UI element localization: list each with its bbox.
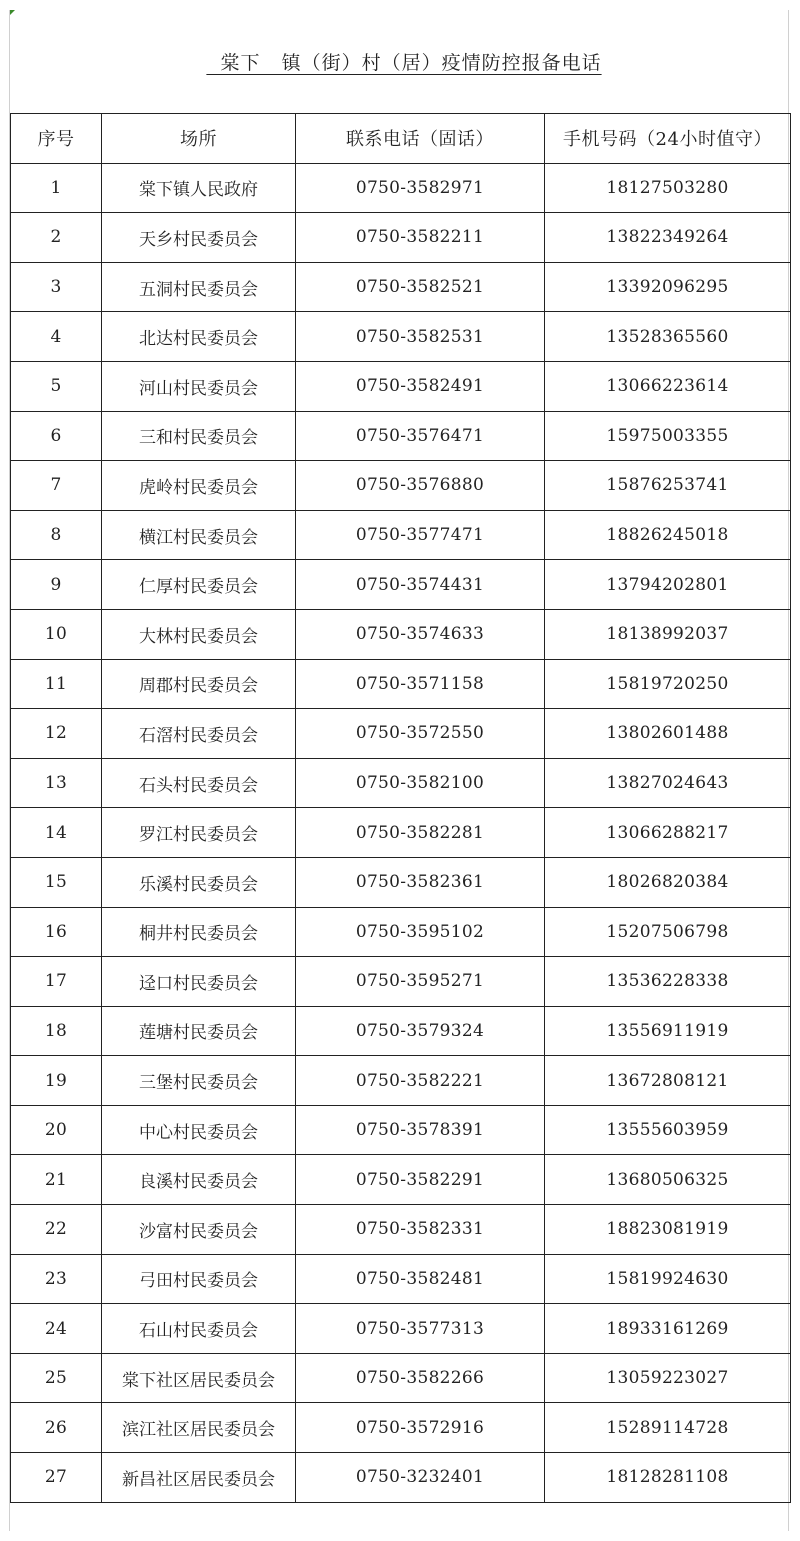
index-cell: 26: [11, 1403, 102, 1453]
index-cell: 19: [11, 1056, 102, 1106]
index-cell: 9: [11, 560, 102, 610]
mobile-cell: 13528365560: [545, 312, 791, 362]
index-cell: 18: [11, 1006, 102, 1056]
place-cell: 莲塘村民委员会: [102, 1006, 296, 1056]
table-row: [11, 1155, 791, 1205]
mobile-cell: 13802601488: [545, 709, 791, 759]
table-row: [11, 163, 791, 213]
place-cell: 石山村民委员会: [102, 1304, 296, 1354]
index-cell: 6: [11, 411, 102, 461]
place-cell: 石头村民委员会: [102, 758, 296, 808]
place-cell: 良溪村民委员会: [102, 1155, 296, 1205]
place-cell: 弓田村民委员会: [102, 1254, 296, 1304]
index-cell: 15: [11, 857, 102, 907]
index-cell: 14: [11, 808, 102, 858]
mobile-cell: 13392096295: [545, 262, 791, 312]
place-cell: 石滘村民委员会: [102, 709, 296, 759]
mobile-cell: 18128281108: [545, 1453, 791, 1503]
landline-cell: 0750-3574633: [296, 609, 545, 659]
place-cell: 新昌社区居民委员会: [102, 1453, 296, 1503]
landline-cell: 0750-3582221: [296, 1056, 545, 1106]
mobile-cell: 15289114728: [545, 1403, 791, 1453]
mobile-cell: 13066288217: [545, 808, 791, 858]
table-row: [11, 1304, 791, 1354]
place-cell: 横江村民委员会: [102, 510, 296, 560]
index-cell: 17: [11, 957, 102, 1007]
mobile-cell: 15819720250: [545, 659, 791, 709]
place-cell: 乐溪村民委员会: [102, 857, 296, 907]
landline-cell: 0750-3582521: [296, 262, 545, 312]
table-row: [11, 461, 791, 511]
mobile-cell: 18026820384: [545, 857, 791, 907]
place-cell: 棠下镇人民政府: [102, 163, 296, 213]
place-cell: 中心村民委员会: [102, 1105, 296, 1155]
place-cell: 五洞村民委员会: [102, 262, 296, 312]
place-cell: 三和村民委员会: [102, 411, 296, 461]
landline-cell: 0750-3578391: [296, 1105, 545, 1155]
table-row: [11, 411, 791, 461]
table-row: [11, 1453, 791, 1503]
index-cell: 5: [11, 361, 102, 411]
place-cell: 棠下社区居民委员会: [102, 1353, 296, 1403]
landline-cell: 0750-3582211: [296, 213, 545, 263]
table-row: [11, 808, 791, 858]
table-row: [11, 659, 791, 709]
index-cell: 10: [11, 609, 102, 659]
landline-cell: 0750-3582331: [296, 1205, 545, 1255]
place-cell: 北达村民委员会: [102, 312, 296, 362]
landline-cell: 0750-3572916: [296, 1403, 545, 1453]
index-cell: 25: [11, 1353, 102, 1403]
mobile-cell: 15819924630: [545, 1254, 791, 1304]
mobile-cell: 18127503280: [545, 163, 791, 213]
mobile-cell: 15975003355: [545, 411, 791, 461]
landline-cell: 0750-3574431: [296, 560, 545, 610]
landline-cell: 0750-3582100: [296, 758, 545, 808]
landline-cell: 0750-3582291: [296, 1155, 545, 1205]
index-cell: 1: [11, 163, 102, 213]
mobile-cell: 15207506798: [545, 907, 791, 957]
table-row: [11, 560, 791, 610]
table-row: [11, 1105, 791, 1155]
mobile-cell: 18823081919: [545, 1205, 791, 1255]
landline-cell: 0750-3582281: [296, 808, 545, 858]
contacts-table: [10, 113, 791, 1503]
table-row: [11, 907, 791, 957]
index-cell: 12: [11, 709, 102, 759]
place-cell: 沙富村民委员会: [102, 1205, 296, 1255]
mobile-cell: 13059223027: [545, 1353, 791, 1403]
index-cell: 8: [11, 510, 102, 560]
place-cell: 河山村民委员会: [102, 361, 296, 411]
table-row: [11, 213, 791, 263]
table-row: [11, 957, 791, 1007]
place-cell: 周郡村民委员会: [102, 659, 296, 709]
landline-cell: 0750-3582481: [296, 1254, 545, 1304]
index-cell: 22: [11, 1205, 102, 1255]
table-row: [11, 1056, 791, 1106]
place-cell: 滨江社区居民委员会: [102, 1403, 296, 1453]
landline-cell: 0750-3582531: [296, 312, 545, 362]
table-row: [11, 758, 791, 808]
mobile-cell: 13827024643: [545, 758, 791, 808]
table-row: [11, 1205, 791, 1255]
index-cell: 4: [11, 312, 102, 362]
mobile-cell: 13672808121: [545, 1056, 791, 1106]
landline-cell: 0750-3582361: [296, 857, 545, 907]
index-cell: 27: [11, 1453, 102, 1503]
page-title: 棠下 镇（街）村（居）疫情防控报备电话: [206, 52, 602, 74]
index-cell: 20: [11, 1105, 102, 1155]
landline-cell: 0750-3571158: [296, 659, 545, 709]
landline-cell: 0750-3582971: [296, 163, 545, 213]
index-cell: 21: [11, 1155, 102, 1205]
table-row: [11, 609, 791, 659]
mobile-cell: 13680506325: [545, 1155, 791, 1205]
landline-cell: 0750-3582266: [296, 1353, 545, 1403]
index-cell: 13: [11, 758, 102, 808]
index-cell: 11: [11, 659, 102, 709]
table-row: [11, 857, 791, 907]
index-cell: 2: [11, 213, 102, 263]
table-row: [11, 1006, 791, 1056]
table-row: [11, 510, 791, 560]
landline-cell: 0750-3577313: [296, 1304, 545, 1354]
index-cell: 23: [11, 1254, 102, 1304]
landline-cell: 0750-3582491: [296, 361, 545, 411]
mobile-cell: 13555603959: [545, 1105, 791, 1155]
index-cell: 16: [11, 907, 102, 957]
index-cell: 24: [11, 1304, 102, 1354]
mobile-cell: 13794202801: [545, 560, 791, 610]
table-row: [11, 709, 791, 759]
table-row: [11, 1403, 791, 1453]
landline-cell: 0750-3595271: [296, 957, 545, 1007]
landline-cell: 0750-3576880: [296, 461, 545, 511]
mobile-cell: 18933161269: [545, 1304, 791, 1354]
place-cell: 迳口村民委员会: [102, 957, 296, 1007]
index-cell: 7: [11, 461, 102, 511]
table-row: [11, 1353, 791, 1403]
mobile-cell: 15876253741: [545, 461, 791, 511]
mobile-cell: 13822349264: [545, 213, 791, 263]
place-cell: 桐井村民委员会: [102, 907, 296, 957]
landline-cell: 0750-3576471: [296, 411, 545, 461]
mobile-cell: 13536228338: [545, 957, 791, 1007]
header-landline: 联系电话（固话）: [296, 114, 545, 164]
header-row: [11, 114, 791, 164]
place-cell: 仁厚村民委员会: [102, 560, 296, 610]
table-row: [11, 1254, 791, 1304]
landline-cell: 0750-3579324: [296, 1006, 545, 1056]
title-row: [9, 10, 789, 113]
landline-cell: 0750-3572550: [296, 709, 545, 759]
index-cell: 3: [11, 262, 102, 312]
mobile-cell: 13556911919: [545, 1006, 791, 1056]
place-cell: 天乡村民委员会: [102, 213, 296, 263]
header-place: 场所: [102, 114, 296, 164]
landline-cell: 0750-3595102: [296, 907, 545, 957]
table-row: [11, 312, 791, 362]
mobile-cell: 18826245018: [545, 510, 791, 560]
place-cell: 罗江村民委员会: [102, 808, 296, 858]
header-index: 序号: [11, 114, 102, 164]
place-cell: 三堡村民委员会: [102, 1056, 296, 1106]
place-cell: 虎岭村民委员会: [102, 461, 296, 511]
table-row: [11, 262, 791, 312]
landline-cell: 0750-3232401: [296, 1453, 545, 1503]
landline-cell: 0750-3577471: [296, 510, 545, 560]
table-row: [11, 361, 791, 411]
mobile-cell: 18138992037: [545, 609, 791, 659]
mobile-cell: 13066223614: [545, 361, 791, 411]
header-mobile: 手机号码（24小时值守）: [545, 114, 791, 164]
place-cell: 大林村民委员会: [102, 609, 296, 659]
